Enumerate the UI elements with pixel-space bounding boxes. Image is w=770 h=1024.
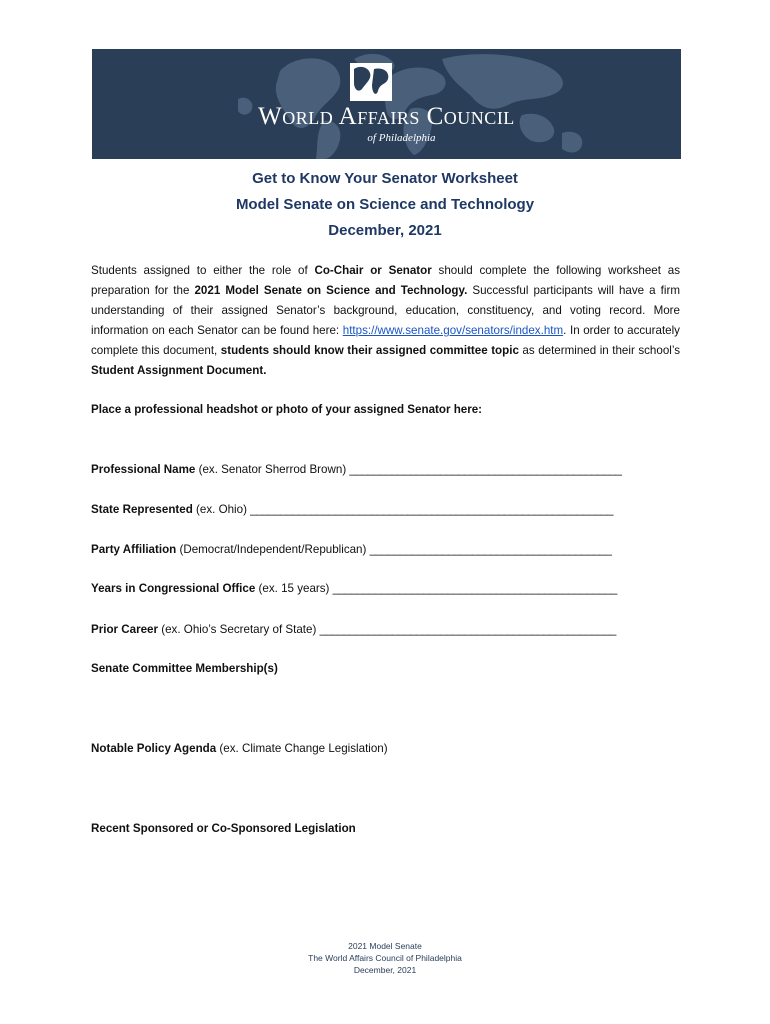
field-hint: (ex. Ohio) [192, 503, 251, 516]
field-prior-career[interactable] [91, 620, 616, 640]
footer-event: 2021 Model Senate [348, 941, 422, 951]
field-hint: (ex. Climate Change Legislation) [216, 742, 388, 755]
field-years-in-office[interactable] [91, 579, 617, 599]
field-label: Years in Congressional Office [91, 582, 256, 595]
field-hint: (ex. 15 years) [255, 582, 333, 595]
field-label: State Represented [91, 503, 193, 516]
org-name: World Affairs Council [258, 103, 515, 130]
field-party-affiliation[interactable] [91, 540, 612, 560]
field-label: Professional Name [91, 463, 196, 476]
headshot-prompt [91, 400, 482, 420]
answer-blank[interactable]: _________________________________________________ [319, 623, 616, 636]
field-hint: (Democrat/Independent/Republican) [176, 543, 370, 556]
footer-date: December, 2021 [353, 965, 417, 975]
intro-bold: Co-Chair or Senator [314, 264, 432, 277]
intro-text: should complete the following worksheet as preparation for the [91, 264, 680, 297]
intro-text: Students assigned to either the role of [91, 264, 315, 277]
answer-blank[interactable]: ________________________________________ [369, 543, 612, 556]
field-policy-agenda [91, 739, 388, 759]
header-banner [92, 49, 681, 159]
headshot-label: Place a professional headshot or photo of your assigned Senator here: [91, 403, 483, 416]
intro-text: Successful participants will have a firm understanding of their assigned Senator’s background, education, constituency, and voting record. More information on each Senator can be found here: [91, 284, 680, 337]
event-title: Model Senate on Science and Technology [235, 196, 535, 213]
intro-bold: students should know their assigned committee topic [220, 344, 519, 357]
field-hint: (ex. Ohio’s Secretary of State) [158, 623, 320, 636]
field-label: Recent Sponsored or Co-Sponsored Legislation [91, 822, 356, 835]
answer-blank[interactable]: _______________________________________________ [332, 582, 617, 595]
field-label: Party Affiliation [91, 543, 177, 556]
intro-bold: 2021 Model Senate on Science and Technology. [194, 284, 468, 297]
footer-org: The World Affairs Council of Philadelphia [308, 953, 462, 963]
field-state-represented[interactable] [91, 500, 613, 520]
intro-bold: Student Assignment Document. [91, 364, 267, 377]
globe-logo-icon [350, 63, 392, 101]
org-subtitle: of Philadelphia [367, 132, 436, 144]
intro-paragraph [91, 261, 680, 381]
field-label: Notable Policy Agenda [91, 742, 217, 755]
intro-text: . In order to accurately complete this document, [91, 324, 680, 357]
field-sponsored-legislation [91, 819, 356, 839]
document-titles [0, 166, 770, 244]
field-committee-membership [91, 659, 278, 679]
field-professional-name[interactable] [91, 460, 622, 480]
senate-link[interactable]: https://www.senate.gov/senators/index.htm [342, 324, 564, 337]
intro-text: as determined in their school’s [518, 344, 681, 357]
field-hint: (ex. Senator Sherrod Brown) [195, 463, 350, 476]
field-label: Senate Committee Membership(s) [91, 662, 278, 675]
answer-blank[interactable]: _____________________________________________ [349, 463, 622, 476]
field-label: Prior Career [91, 623, 159, 636]
page-footer [0, 940, 770, 976]
event-date: December, 2021 [328, 222, 442, 239]
worksheet-title: Get to Know Your Senator Worksheet [252, 170, 518, 187]
answer-blank[interactable]: ____________________________________________________________ [250, 503, 614, 516]
